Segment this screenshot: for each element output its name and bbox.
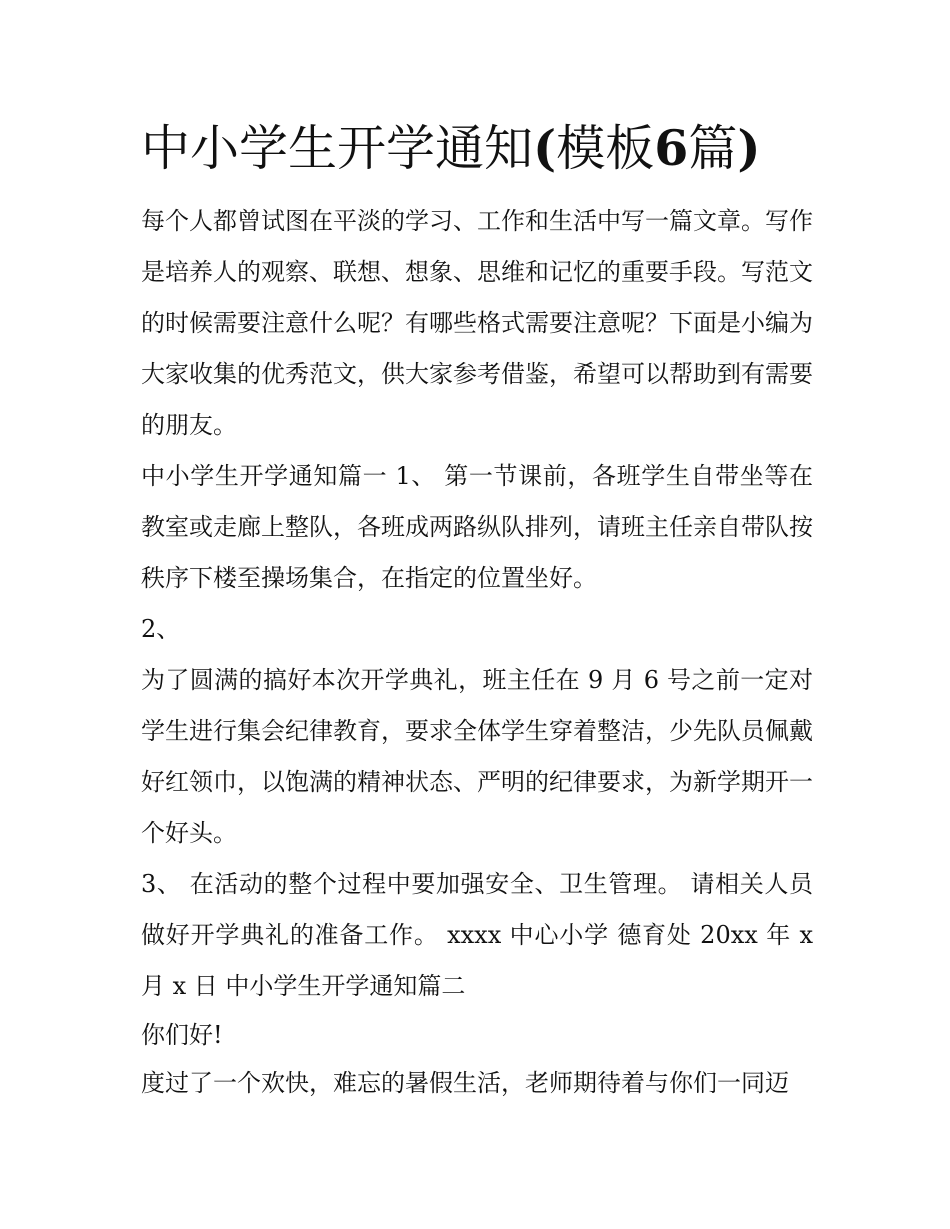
title-template: 模板: [556, 120, 655, 177]
title-pian: 篇: [688, 120, 738, 177]
paragraph-item-3: 3、 在活动的整个过程中要加强安全、卫生管理。 请相关人员做好开学典礼的准备工作。 xxxx 中心小学 德育处 20xx 年 x 月 x 日 中小学生开学通知篇二: [141, 870, 813, 1000]
title-count: 6: [654, 119, 689, 177]
paragraph-intro: 每个人都曾试图在平淡的学习、工作和生活中写一篇文章。写作是培养人的观察、联想、想象、思维和记忆的重要手段。写范文的时候需要注意什么呢？有哪些格式需要注意呢？下面是小编为大家收集的优秀范文，供大家参考借鉴，希望可以帮助到有需要的朋友。: [141, 207, 813, 439]
document-body: [141, 196, 813, 1109]
title-close-paren: ): [737, 119, 761, 177]
title-open-paren: (: [533, 119, 557, 177]
title-text: 中小学生开学通知: [141, 120, 534, 177]
paragraph-notice-one-item-1: 中小学生开学通知篇一 1、 第一节课前，各班学生自带坐等在教室或走廊上整队，各班成两路纵队排列，请班主任亲自带队按秩序下楼至操场集合，在指定的位置坐好。: [141, 462, 813, 592]
paragraph-item-2-text: 为了圆满的搞好本次开学典礼，班主任在 9 月 6 号之前一定对学生进行集会纪律教育，要求全体学生穿着整洁，少先队员佩戴好红领巾，以饱满的精神状态、严明的纪律要求，为新学期开一个好头。: [141, 666, 813, 847]
document-title: [141, 112, 841, 185]
paragraph-greeting: 你们好!: [141, 1021, 223, 1049]
paragraph-notice-two-start: 度过了一个欢快，难忘的暑假生活，老师期待着与你们一同迈: [141, 1069, 789, 1097]
paragraph-item-2-number: 2、: [141, 615, 181, 643]
